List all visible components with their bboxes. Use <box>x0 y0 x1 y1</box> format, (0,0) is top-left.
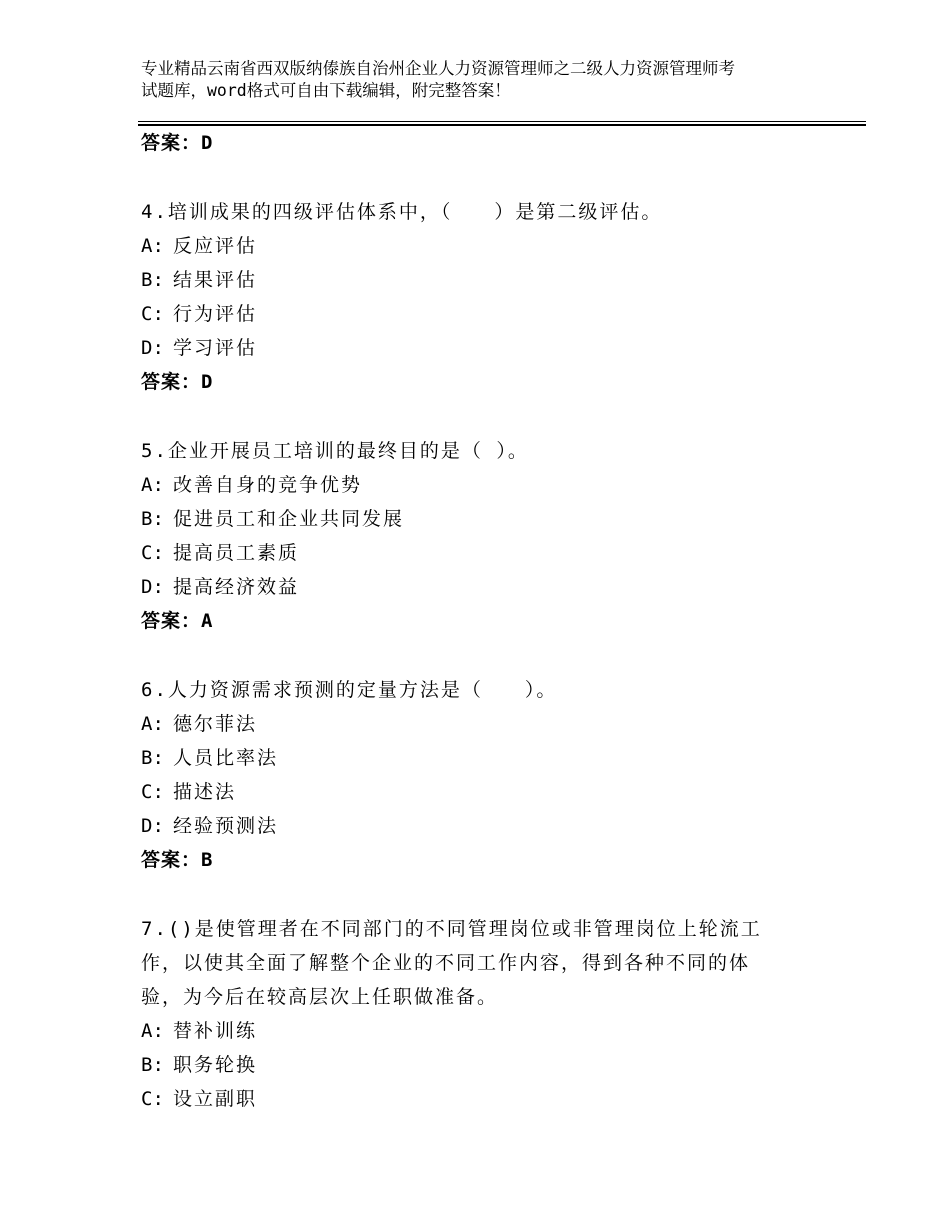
option-text: 提高经济效益 <box>173 576 300 598</box>
option-text: 结果评估 <box>173 269 258 291</box>
question-5-option-b <box>141 507 404 531</box>
option-letter: A: <box>141 235 164 257</box>
option-letter: D: <box>141 576 164 598</box>
document-header <box>141 58 831 102</box>
option-letter: A: <box>141 474 164 496</box>
option-letter: B: <box>141 508 164 530</box>
header-divider-thin <box>138 121 866 122</box>
question-6-option-b <box>141 746 278 770</box>
question-4-option-a <box>141 234 257 258</box>
option-letter: B: <box>141 747 164 769</box>
question-7-stem-line1: 7.()是使管理者在不同部门的不同管理岗位或非管理岗位上轮流工 <box>141 918 762 940</box>
option-text: 提高员工素质 <box>173 542 300 564</box>
question-6-option-d <box>141 814 278 838</box>
option-text: 反应评估 <box>173 235 258 257</box>
option-letter: C: <box>141 781 164 803</box>
question-6-answer: 答案：B <box>141 849 214 871</box>
question-6-option-a <box>141 712 257 736</box>
question-5-option-c <box>141 541 299 565</box>
question-6-option-c <box>141 780 236 804</box>
question-4-option-c <box>141 302 257 326</box>
header-title-line1: 专业精品云南省西双版纳傣族自治州企业人力资源管理师之二级人力资源管理师考 <box>141 59 735 78</box>
option-text: 描述法 <box>173 781 237 803</box>
option-letter: B: <box>141 269 164 291</box>
previous-answer: 答案：D <box>141 132 214 154</box>
header-title-line2: 试题库，word格式可自由下载编辑，附完整答案！ <box>141 81 511 100</box>
option-text: 行为评估 <box>173 303 258 325</box>
question-4-stem: 4.培训成果的四级评估体系中，（ ）是第二级评估。 <box>141 201 663 223</box>
question-5-option-d <box>141 575 299 599</box>
option-text: 人员比率法 <box>173 747 279 769</box>
option-text: 设立副职 <box>173 1088 258 1110</box>
question-4-option-d <box>141 336 257 360</box>
question-5-answer: 答案：A <box>141 610 214 632</box>
option-letter: D: <box>141 337 164 359</box>
question-4-answer: 答案：D <box>141 371 214 393</box>
option-letter: A: <box>141 1020 164 1042</box>
question-4-option-b <box>141 268 257 292</box>
question-7-stem-line3: 验，为今后在较高层次上任职做准备。 <box>141 986 499 1008</box>
question-5-option-a <box>141 473 362 497</box>
header-divider-thick <box>138 124 866 126</box>
option-text: 促进员工和企业共同发展 <box>173 508 405 530</box>
question-7-option-b <box>141 1053 257 1077</box>
option-letter: C: <box>141 303 164 325</box>
option-text: 学习评估 <box>173 337 258 359</box>
option-text: 职务轮换 <box>173 1054 258 1076</box>
question-7-option-a <box>141 1019 257 1043</box>
question-6-stem: 6.人力资源需求预测的定量方法是（ ）。 <box>141 679 558 701</box>
option-letter: C: <box>141 542 164 564</box>
option-letter: D: <box>141 815 164 837</box>
option-text: 替补训练 <box>173 1020 258 1042</box>
question-5-stem: 5.企业开展员工培训的最终目的是（ ）。 <box>141 440 529 462</box>
question-7-option-c <box>141 1087 257 1111</box>
option-letter: B: <box>141 1054 164 1076</box>
option-text: 经验预测法 <box>173 815 279 837</box>
option-text: 德尔菲法 <box>173 713 258 735</box>
option-letter: A: <box>141 713 164 735</box>
option-letter: C: <box>141 1088 164 1110</box>
option-text: 改善自身的竞争优势 <box>173 474 363 496</box>
question-7-stem-line2: 作，以使其全面了解整个企业的不同工作内容，得到各种不同的体 <box>141 952 751 974</box>
